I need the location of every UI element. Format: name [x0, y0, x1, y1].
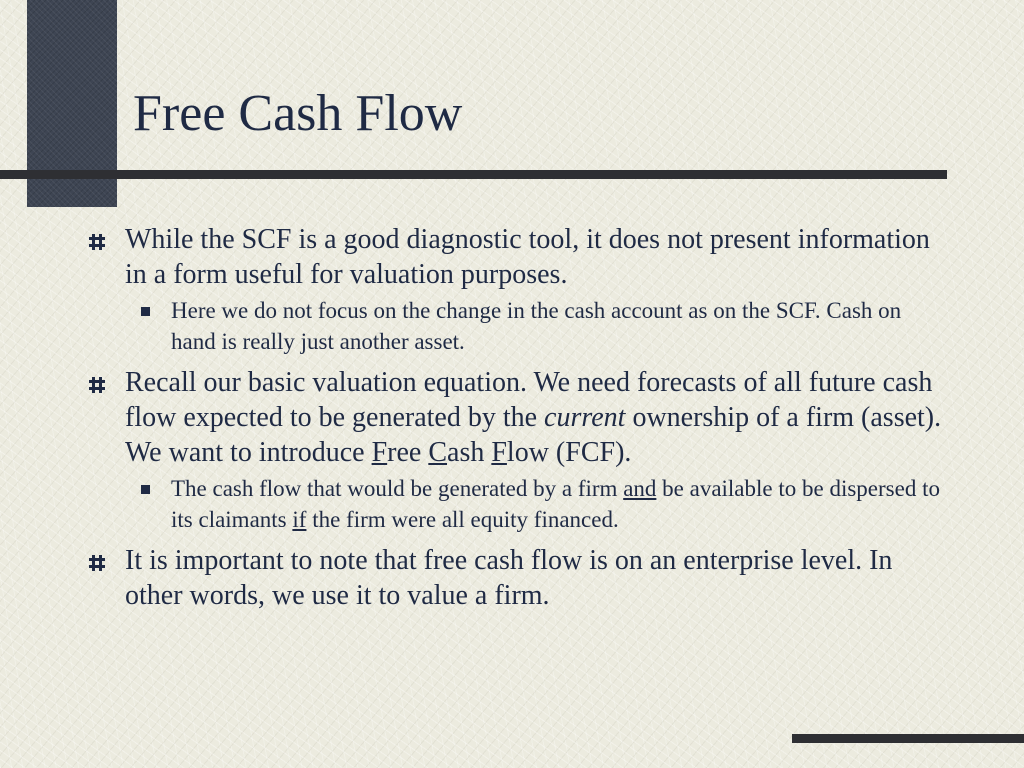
bullet-text: It is important to note that free cash flow is on an enterprise level. In other words, we use it to value a firm. [125, 545, 893, 611]
acronym-letter: F [491, 437, 507, 468]
sub-bullet-text: The cash flow that would be generated by a firm [171, 476, 618, 501]
acronym-letter: C [428, 437, 448, 468]
acronym-rest: low (FCF). [506, 437, 632, 468]
underlined-word: if [292, 507, 307, 532]
sub-bullet-item [171, 295, 948, 357]
sub-bullet-text: the firm were all equity financed. [312, 507, 619, 532]
sub-bullet-item [171, 473, 948, 535]
bullet-text: While the SCF is a good diagnostic tool, it does not present information in a form useful for valuation purposes. [125, 224, 930, 290]
underlined-word: and [623, 476, 657, 501]
square-bullet-icon [141, 307, 150, 316]
bullet-item [88, 365, 948, 470]
acronym-letter: F [371, 437, 388, 468]
slide-title: Free Cash Flow [133, 85, 463, 142]
hash-bullet-icon [88, 376, 106, 394]
hash-bullet-icon [88, 233, 106, 251]
emphasis-text: current [544, 402, 626, 433]
bullet-text: Recall our basic valuation equation. We need forecasts of all future cash flow expected to be generated by the [125, 367, 933, 433]
title-divider-rule [0, 170, 947, 179]
hash-bullet-icon [88, 554, 106, 572]
bottom-divider-rule [792, 734, 1024, 743]
bullet-text: ownership of a firm (asset). We want to introduce [125, 402, 942, 468]
square-bullet-icon [141, 485, 150, 494]
sub-bullet-text: be available to be dispersed to its claimants [171, 476, 940, 532]
sub-bullet-text: Here we do not focus on the change in the cash account as on the SCF. Cash on hand is really just another asset. [171, 298, 902, 354]
bullet-item [88, 222, 948, 292]
bullet-item [88, 543, 948, 613]
slide-body [88, 222, 948, 613]
acronym-rest: ash [447, 437, 492, 468]
acronym-rest: ree [387, 437, 429, 468]
